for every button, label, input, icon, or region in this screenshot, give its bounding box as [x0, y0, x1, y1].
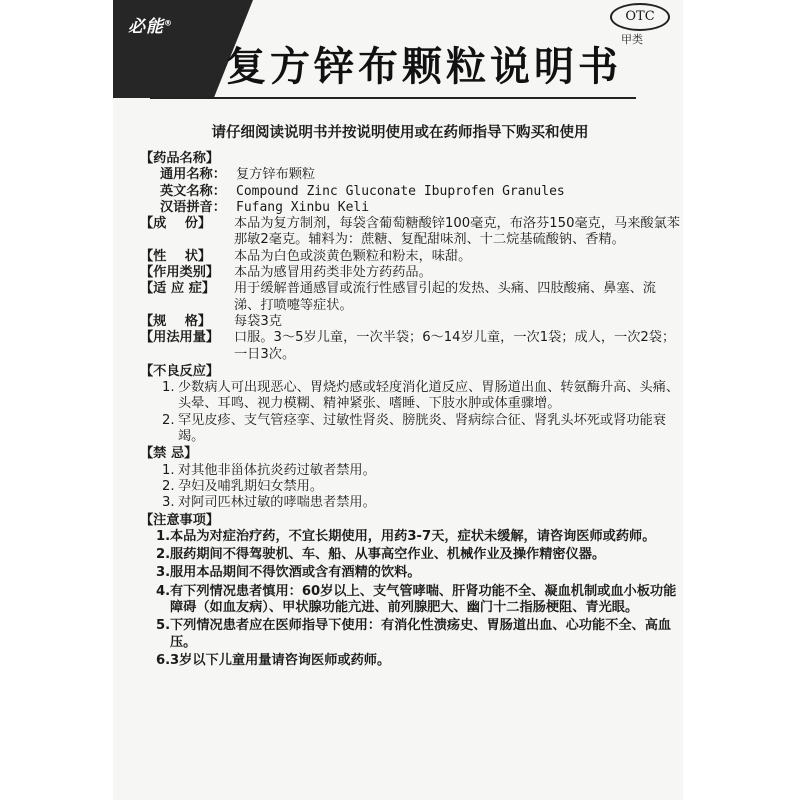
spec-row	[140, 314, 680, 330]
properties-value: 本品为白色或淡黄色颗粒和粉末，味甜。	[234, 248, 472, 264]
title-underline	[150, 97, 636, 99]
list-item: 3. 对阿司匹林过敏的哮喘患者禁用。	[162, 495, 376, 511]
otc-category: 甲类	[621, 33, 643, 46]
page-title: 复方锌布颗粒说明书	[226, 44, 622, 90]
indications-row	[140, 281, 680, 314]
english-name-value: Compound Zinc Gluconate Ibuprofen Granules	[236, 183, 565, 199]
category-label: 【作用类别】	[140, 265, 220, 281]
english-name-label: 英文名称：	[160, 183, 226, 199]
dosage-value: 口服。3～5岁儿童，一次半袋；6～14岁儿童，一次1袋；成人，一次2袋；一日3次。	[234, 330, 676, 362]
list-item: 2. 罕见皮疹、支气管痉挛、过敏性肾炎、膀胱炎、肾病综合征、肾乳头坏死或肾功能衰竭。	[162, 412, 666, 445]
properties-row	[140, 249, 680, 265]
contraindications-list	[140, 463, 680, 512]
subtitle: 请仔细阅读说明书并按说明使用或在药师指导下购买和使用	[211, 125, 589, 141]
adverse-heading: 【不良反应】	[140, 363, 220, 379]
ingredients-label: 【成 份】	[140, 216, 212, 232]
notes-heading: 【注意事项】	[140, 512, 220, 528]
generic-name-label: 通用名称：	[160, 167, 226, 183]
otc-badge: OTC	[610, 3, 670, 31]
ingredients-value: 本品为复方制剂，每袋含葡萄糖酸锌100毫克，布洛芬150毫克，马来酸氯苯那敏2毫克。辅料为：蔗糖、复配甜味剂、十二烷基硫酸钠、香精。	[234, 216, 680, 248]
pinyin-label: 汉语拼音：	[160, 199, 226, 215]
list-item: 2. 孕妇及哺乳期妇女禁用。	[162, 478, 324, 494]
list-item: 1. 对其他非甾体抗炎药过敏者禁用。	[162, 462, 376, 478]
list-item: 4. 有下列情况患者慎用：60岁以上、支气管哮喘、肝肾功能不全、凝血机制或血小板功能障碍（如血友病）、甲状腺功能亢进、前列腺肥大、幽门十二指肠梗阻、青光眼。	[156, 583, 677, 616]
category-value: 本品为感冒用药类非处方药药品。	[234, 265, 432, 281]
adverse-list	[140, 380, 680, 445]
list-item: 5. 下列情况患者应在医师指导下使用：有消化性溃疡史、胃肠道出血、心功能不全、高血压。	[156, 618, 672, 650]
drug-name-heading: 【药品名称】	[140, 151, 220, 166]
properties-label: 【性 状】	[140, 248, 212, 264]
pinyin-value: Fufang Xinbu Keli	[236, 199, 370, 215]
dosage-row	[140, 330, 680, 363]
contraindications-heading: 【禁 忌】	[140, 446, 198, 462]
pinyin-row	[140, 200, 680, 216]
spec-label: 【规 格】	[140, 313, 212, 329]
generic-name-value: 复方锌布颗粒	[236, 167, 316, 183]
list-item: 3. 服用本品期间不得饮酒或含有酒精的饮料。	[156, 565, 421, 581]
english-name-row	[140, 184, 680, 200]
indications-label: 【适 应 症】	[140, 281, 216, 297]
ingredients-row	[140, 216, 680, 249]
leaflet-content	[140, 150, 680, 671]
list-item: 6. 3岁以下儿童用量请咨询医师或药师。	[156, 652, 391, 668]
category-row	[140, 265, 680, 281]
list-item: 1. 本品为对症治疗药，不宜长期使用，用药3-7天，症状未缓解，请咨询医师或药师。	[156, 528, 656, 544]
brand-logo: 必能®	[128, 17, 173, 37]
list-item: 2. 服药期间不得驾驶机、车、船、从事高空作业、机械作业及操作精密仪器。	[156, 547, 606, 563]
notes-list	[140, 529, 680, 669]
generic-name-row	[140, 167, 680, 183]
dosage-label: 【用法用量】	[140, 330, 220, 346]
list-item: 1. 少数病人可出现恶心、胃烧灼感或轻度消化道反应、胃肠道出血、转氨酶升高、头痛、头晕、耳鸣、视力模糊、精神紧张、嗜睡、下肢水肿或体重骤增。	[162, 380, 680, 412]
spec-value: 每袋3克	[234, 313, 282, 329]
indications-value: 用于缓解普通感冒或流行性感冒引起的发热、头痛、四肢酸痛、鼻塞、流涕、打喷嚏等症状。	[234, 281, 656, 313]
